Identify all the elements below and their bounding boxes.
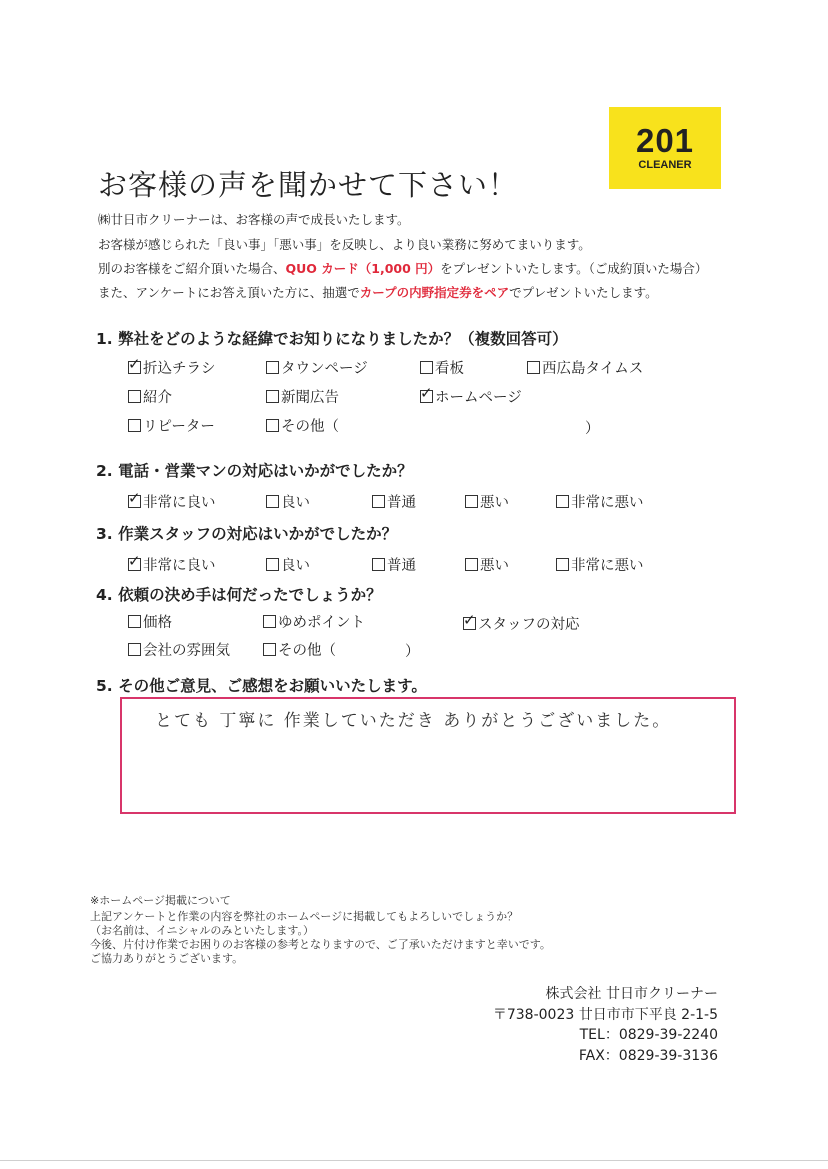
q1-option-referral[interactable]: 紹介 bbox=[128, 386, 172, 407]
handwritten-comment: とても 丁寧に 作業していただき ありがとうございました。 bbox=[155, 711, 672, 731]
company-logo bbox=[609, 107, 721, 189]
checkbox[interactable] bbox=[263, 643, 276, 656]
q4-option-staff[interactable]: ✓ スタッフの対応 bbox=[463, 611, 580, 633]
intro-line-3 bbox=[98, 259, 707, 277]
company-fax: FAX：0829-39-3136 bbox=[578, 1048, 718, 1064]
q2-option-very-bad[interactable]: 非常に悪い bbox=[556, 491, 644, 512]
checkbox[interactable] bbox=[266, 390, 279, 403]
company-address: 〒738-0023 廿日市市下平良 2-1-5 bbox=[492, 1007, 718, 1023]
checkbox[interactable] bbox=[266, 495, 279, 508]
q2-option-good[interactable]: 良い bbox=[266, 491, 310, 512]
note-line: 今後、片付け作業でお困りのお客様の参考となりますので、ご了承いただけますと幸いです。 bbox=[90, 938, 551, 951]
question-3-label: 3. 作業スタッフの対応はいかがでしたか？ bbox=[96, 525, 398, 543]
question-1-label: 1. 弊社をどのような経緯でお知りになりましたか？（複数回答可） bbox=[96, 330, 568, 348]
q3-option-very-bad[interactable]: 非常に悪い bbox=[556, 554, 644, 575]
q1-option-newspaper[interactable]: 新聞広告 bbox=[266, 386, 339, 407]
checkbox[interactable] bbox=[420, 361, 433, 374]
check-mark-icon: ✓ bbox=[128, 552, 141, 570]
q1-option-repeater[interactable]: リピーター bbox=[128, 415, 215, 436]
checkbox[interactable] bbox=[128, 355, 141, 374]
q3-option-bad[interactable]: 悪い bbox=[465, 554, 509, 575]
intro-line-1: ㈱廿日市クリーナーは、お客様の声で成長いたします。 bbox=[98, 212, 410, 227]
note-line: 上記アンケートと作業の内容を弊社のホームページに掲載してもよろしいでしょうか？ bbox=[90, 910, 519, 923]
checkbox[interactable] bbox=[128, 552, 141, 571]
checkbox[interactable] bbox=[128, 489, 141, 508]
q4-other-close-paren: ） bbox=[405, 644, 420, 660]
check-mark-icon: ✓ bbox=[463, 611, 476, 629]
quo-card-offer: QUO カード（1,000 円） bbox=[285, 261, 441, 276]
q1-option-townpage[interactable]: タウンページ bbox=[266, 357, 368, 378]
logo-number: 201 bbox=[635, 122, 695, 159]
checkbox[interactable] bbox=[266, 361, 279, 374]
check-mark-icon: ✓ bbox=[128, 489, 141, 507]
checkbox[interactable] bbox=[266, 558, 279, 571]
logo-subtitle: CLEANER bbox=[638, 159, 692, 171]
q4-option-price[interactable]: 価格 bbox=[128, 611, 172, 632]
q1-option-nishihiroshima-times[interactable]: 西広島タイムス bbox=[527, 357, 643, 378]
checkbox[interactable] bbox=[263, 615, 276, 628]
q1-option-signboard[interactable]: 看板 bbox=[420, 357, 464, 378]
q1-option-other[interactable]: その他（ bbox=[266, 415, 339, 436]
checkbox[interactable] bbox=[128, 643, 141, 656]
q4-option-atmosphere[interactable]: 会社の雰囲気 bbox=[128, 639, 230, 660]
q4-option-yume-point[interactable]: ゆめポイント bbox=[263, 611, 365, 632]
checkbox[interactable] bbox=[527, 361, 540, 374]
q3-option-normal[interactable]: 普通 bbox=[372, 554, 416, 575]
page-title: お客様の声を聞かせて下さい！ bbox=[98, 168, 519, 202]
intro-line-4 bbox=[98, 283, 658, 301]
q2-option-normal[interactable]: 普通 bbox=[372, 491, 416, 512]
intro-line-3-pre: 別のお客様をご紹介頂いた場合、 bbox=[98, 261, 286, 276]
checkbox[interactable] bbox=[128, 615, 141, 628]
note-heading: ※ホームページ掲載について bbox=[90, 894, 231, 907]
checkbox[interactable] bbox=[556, 558, 569, 571]
q4-option-other[interactable]: その他（ bbox=[263, 639, 336, 660]
checkbox[interactable] bbox=[556, 495, 569, 508]
checkbox[interactable] bbox=[465, 495, 478, 508]
q3-option-good[interactable]: 良い bbox=[266, 554, 310, 575]
carp-ticket-offer: カープの内野指定券をペア bbox=[359, 285, 510, 300]
q3-option-very-good[interactable]: ✓ 非常に良い bbox=[128, 552, 216, 574]
note-line: ご協力ありがとうございます。 bbox=[90, 952, 244, 965]
question-5-label: 5. その他ご意見、ご感想をお願いいたします。 bbox=[96, 677, 427, 695]
intro-line-3-post: をプレゼントいたします。（ご成約頂いた場合） bbox=[440, 261, 708, 276]
checkbox[interactable] bbox=[128, 419, 141, 432]
question-2-label: 2. 電話・営業マンの対応はいかがでしたか？ bbox=[96, 462, 413, 480]
checkbox[interactable] bbox=[372, 558, 385, 571]
q1-option-homepage[interactable]: ✓ ホームページ bbox=[420, 384, 522, 406]
intro-line-2: お客様が感じられた「良い事」「悪い事」を反映し、より良い業務に努めてまいります。 bbox=[98, 237, 591, 252]
checkbox[interactable] bbox=[372, 495, 385, 508]
question-4-label: 4. 依頼の決め手は何だったでしょうか？ bbox=[96, 586, 382, 604]
checkbox[interactable] bbox=[463, 611, 476, 630]
q2-option-very-good[interactable]: ✓ 非常に良い bbox=[128, 489, 216, 511]
intro-line-4-pre: また、アンケートにお答え頂いた方に、抽選で bbox=[98, 285, 360, 300]
q1-other-close-paren: ） bbox=[585, 421, 600, 437]
q2-option-bad[interactable]: 悪い bbox=[465, 491, 509, 512]
check-mark-icon: ✓ bbox=[128, 355, 141, 373]
q1-option-flyer[interactable]: ✓ 折込チラシ bbox=[128, 355, 216, 377]
company-tel: TEL：0829-39-2240 bbox=[579, 1027, 718, 1043]
intro-line-4-post: でプレゼントいたします。 bbox=[509, 285, 658, 300]
checkbox[interactable] bbox=[266, 419, 279, 432]
company-name: 株式会社 廿日市クリーナー bbox=[545, 986, 718, 1002]
checkbox[interactable] bbox=[465, 558, 478, 571]
scan-edge-divider bbox=[0, 1160, 828, 1161]
checkbox[interactable] bbox=[128, 390, 141, 403]
note-line: （お名前は、イニシャルのみといたします。） bbox=[90, 924, 314, 937]
checkbox[interactable] bbox=[420, 384, 433, 403]
check-mark-icon: ✓ bbox=[420, 384, 433, 402]
